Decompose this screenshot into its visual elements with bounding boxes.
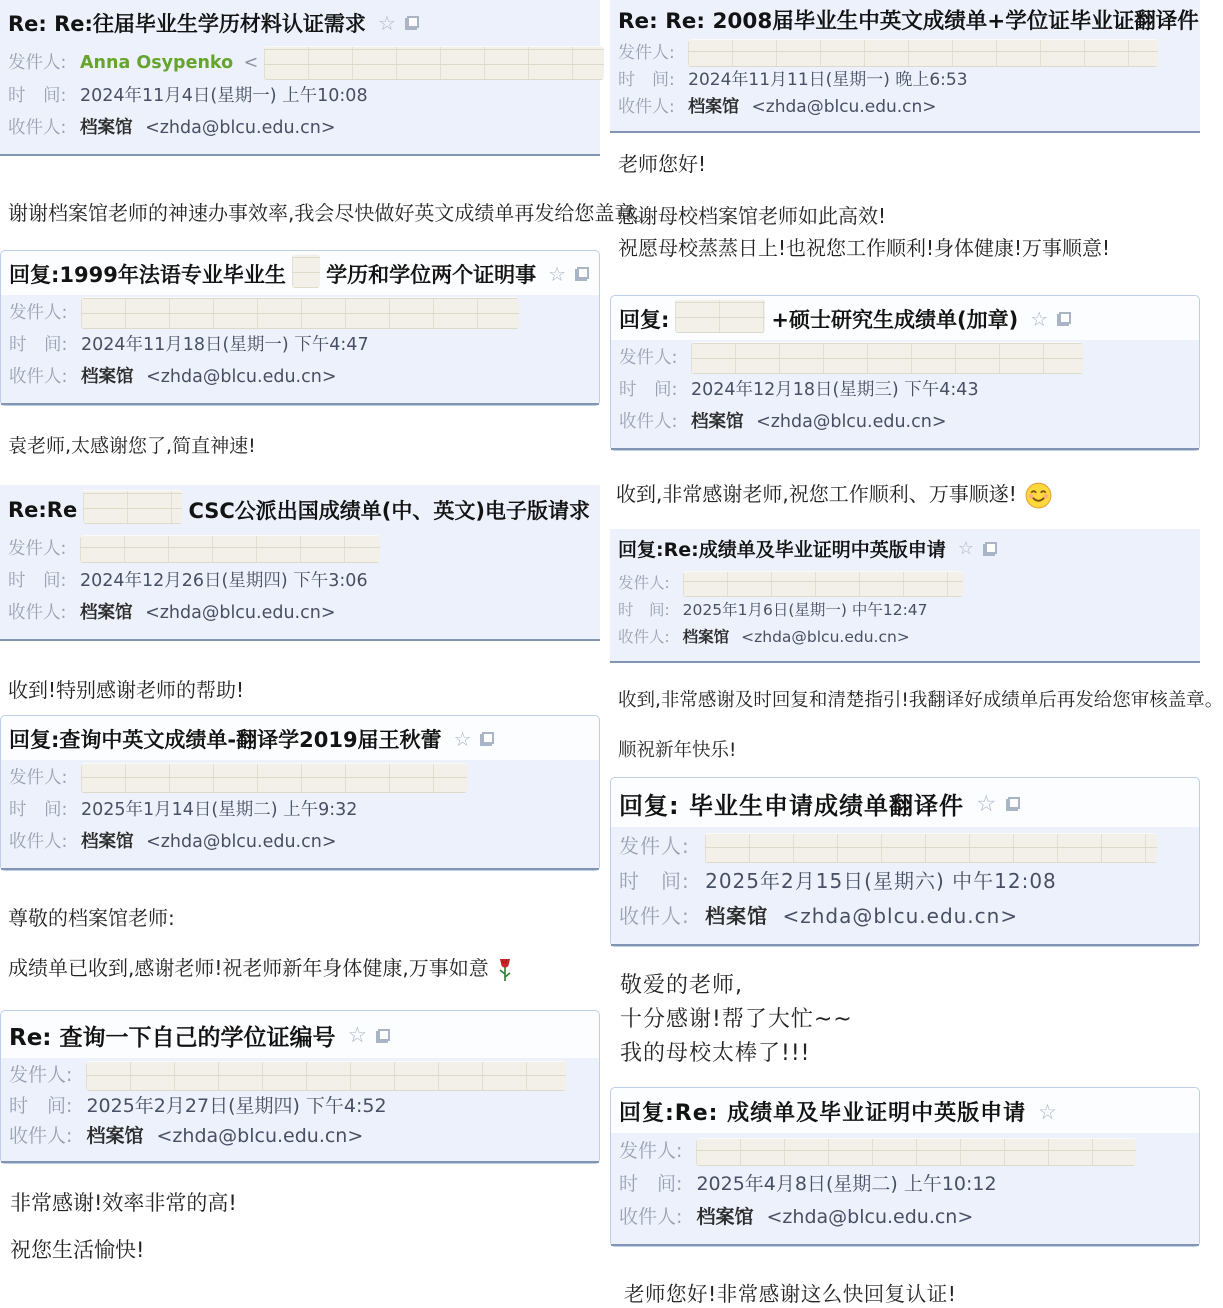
from-row <box>9 1060 589 1091</box>
from-label: 发件人: <box>618 574 670 592</box>
email-meta <box>611 827 1199 944</box>
time-value: 2024年12月26日(星期四) 下午3:06 <box>79 570 368 591</box>
redacted-sender-mosaic <box>264 46 604 80</box>
email-body <box>0 434 600 459</box>
body-line: 祝您生活愉快! <box>10 1237 145 1262</box>
redacted-sender-mosaic <box>86 1061 566 1091</box>
time-value: 2024年11月4日(星期一) 上午10:08 <box>79 86 368 106</box>
email-meta <box>0 531 600 639</box>
from-label: 发件人: <box>9 767 68 788</box>
time-value: 2025年2月27日(星期四) 下午4:52 <box>86 1094 387 1117</box>
from-label: 发件人: <box>619 348 678 368</box>
recipient-email: <zhda@blcu.edu.cn> <box>145 602 336 623</box>
email-header <box>611 1133 1199 1246</box>
to-row <box>618 94 1190 121</box>
recipient-name: 档案馆 <box>705 904 769 929</box>
email-meta <box>611 340 1199 448</box>
redacted-sender-mosaic <box>81 297 519 329</box>
star-icon[interactable]: ☆ <box>1038 1099 1058 1124</box>
email-header <box>1 760 599 870</box>
from-row <box>8 533 590 565</box>
subject-text: CSC公派出国成绩单(中、英文)电子版请求 <box>188 498 590 523</box>
from-row <box>618 39 1190 67</box>
recipient-email: <zhda@blcu.edu.cn> <box>756 412 947 432</box>
from-label: 发件人: <box>618 43 675 63</box>
time-label: 时 间: <box>9 1094 73 1117</box>
body-text: 收到,非常感谢老师,祝您工作顺利、万事顺遂! <box>616 482 1017 506</box>
star-icon[interactable]: ☆ <box>1030 307 1049 331</box>
time-label: 时 间: <box>9 799 68 820</box>
email-body <box>610 151 1200 261</box>
email-body <box>610 969 1200 1071</box>
body-line: 感谢母校档案馆老师如此高效! <box>618 204 887 228</box>
time-row <box>618 597 1190 624</box>
recipient-email: <zhda@blcu.edu.cn> <box>766 1206 974 1229</box>
time-row <box>8 565 590 597</box>
body-line: 谢谢档案馆老师的神速办事效率,我会尽快做好英文成绩单再发给您盖章。 <box>8 201 655 225</box>
subject-text: Re: 查询一下自己的学位证编号 <box>9 1025 336 1052</box>
email-card <box>0 0 655 226</box>
redacted-sender-mosaic <box>683 571 963 597</box>
time-row <box>619 1168 1189 1201</box>
body-line: 顺祝新年快乐! <box>618 740 737 762</box>
email-card <box>610 1087 1200 1247</box>
body-line: 敬爱的老师, <box>620 973 743 999</box>
time-row <box>619 374 1189 406</box>
email-card <box>0 485 600 703</box>
email-header <box>1 1058 599 1163</box>
redacted-subject-mosaic <box>675 299 765 333</box>
email-subject <box>1 251 599 295</box>
email-header <box>610 529 1200 663</box>
recipient-name: 档案馆 <box>80 831 134 852</box>
from-row <box>9 762 589 794</box>
time-label: 时 间: <box>618 70 675 90</box>
subject-text: 学历和学位两个证明事 <box>326 263 537 287</box>
subject-text: 回复:Re: 成绩单及毕业证明中英版申请 <box>619 1101 1027 1127</box>
body-line: 我的母校太棒了!!! <box>620 1041 811 1067</box>
time-row <box>618 67 1190 94</box>
email-card <box>0 715 600 871</box>
star-icon[interactable]: ☆ <box>957 538 974 559</box>
email-meta <box>1 760 599 868</box>
from-label: 发件人: <box>619 834 690 859</box>
email-subject <box>611 778 1199 827</box>
email-body <box>610 1281 1200 1308</box>
star-icon[interactable]: ☆ <box>347 1023 368 1049</box>
time-label: 时 间: <box>619 380 678 400</box>
recipient-name: 档案馆 <box>79 118 133 138</box>
time-label: 时 间: <box>8 86 67 106</box>
body-line: 收到,非常感谢及时回复和清楚指引!我翻译好成绩单后再发给您审核盖章。 <box>618 690 1223 711</box>
subject-text: 回复:1999年法语专业毕业生 <box>9 263 286 287</box>
email-header <box>611 340 1199 450</box>
to-label: 收件人: <box>618 97 675 117</box>
popout-icon[interactable] <box>983 542 997 556</box>
email-meta <box>1 295 599 403</box>
email-meta <box>0 44 600 154</box>
body-line: 收到!特别感谢老师的帮助! <box>8 677 245 702</box>
from-row <box>619 342 1189 374</box>
body-line: 非常感谢!效率非常的高! <box>10 1190 237 1215</box>
email-subject <box>611 1088 1199 1133</box>
recipient-email: <zhda@blcu.edu.cn> <box>146 831 337 852</box>
subject-text: +硕士研究生成绩单(加章) <box>771 308 1019 332</box>
redacted-sender-mosaic <box>81 763 467 793</box>
subject-text: 回复: <box>619 308 670 332</box>
subject-text: 回复:Re:成绩单及毕业证明中英版申请 <box>618 539 946 561</box>
body-line: 祝愿母校蒸蒸日上!也祝您工作顺利!身体健康!万事顺意! <box>618 236 1111 260</box>
star-icon[interactable]: ☆ <box>548 262 566 286</box>
recipient-email: <zhda@blcu.edu.cn> <box>156 1124 364 1147</box>
email-meta <box>610 37 1200 131</box>
recipient-name: 档案馆 <box>79 602 133 623</box>
email-body <box>610 481 1200 509</box>
time-value: 2025年2月15日(星期六) 中午12:08 <box>705 869 1057 894</box>
subject-text: Re: Re:往届毕业生学历材料认证需求 <box>8 12 366 36</box>
email-header <box>611 827 1199 946</box>
body-line: 老师您好! <box>618 152 707 176</box>
popout-icon[interactable] <box>405 16 419 30</box>
email-subject <box>0 0 600 44</box>
time-value: 2024年11月11日(星期一) 晚上6:53 <box>688 70 968 90</box>
from-row <box>8 46 590 80</box>
time-label: 时 间: <box>8 570 67 591</box>
time-label: 时 间: <box>9 335 68 355</box>
from-row <box>618 570 1190 597</box>
email-header <box>0 485 600 641</box>
from-row <box>619 829 1189 864</box>
redacted-sender-mosaic <box>80 535 380 563</box>
to-label: 收件人: <box>9 367 68 387</box>
recipient-email: <zhda@blcu.edu.cn> <box>145 118 336 138</box>
email-card <box>610 529 1223 763</box>
popout-icon[interactable] <box>575 267 589 281</box>
email-header <box>0 0 600 156</box>
body-line: 尊敬的档案馆老师: <box>8 905 175 930</box>
to-row <box>618 624 1190 651</box>
to-row <box>9 361 589 393</box>
rose-emoji <box>497 956 513 982</box>
to-row <box>619 406 1189 438</box>
email-header <box>1 295 599 405</box>
time-label: 时 间: <box>619 869 690 894</box>
email-body <box>0 677 600 703</box>
from-label: 发件人: <box>9 303 68 323</box>
to-label: 收件人: <box>619 1206 683 1229</box>
recipient-name: 档案馆 <box>690 412 744 432</box>
time-value: 2024年11月18日(星期一) 下午4:47 <box>80 335 369 355</box>
email-card <box>0 1010 600 1164</box>
email-body <box>610 689 1223 763</box>
email-header <box>610 0 1200 133</box>
recipient-email: <zhda@blcu.edu.cn> <box>782 904 1019 929</box>
email-meta <box>610 568 1200 661</box>
subject-text: 回复: 毕业生申请成绩单翻译件 <box>619 792 964 821</box>
recipient-email: <zhda@blcu.edu.cn> <box>741 628 910 646</box>
from-label: 发件人: <box>9 1064 73 1087</box>
sender-name: Anna Osypenko <box>79 53 234 73</box>
to-label: 收件人: <box>8 602 67 623</box>
time-value: 2024年12月18日(星期三) 下午4:43 <box>690 380 979 400</box>
to-label: 收件人: <box>618 628 670 646</box>
email-card <box>0 250 600 406</box>
time-row <box>9 329 589 361</box>
email-subject <box>1 1011 599 1058</box>
from-label: 发件人: <box>619 1140 683 1163</box>
redacted-sender-mosaic <box>688 39 1158 67</box>
star-icon[interactable]: ☆ <box>453 726 472 751</box>
bracket-open: < <box>243 53 259 73</box>
subject-text: Re:Re <box>8 497 78 522</box>
to-label: 收件人: <box>8 118 67 138</box>
recipient-name: 档案馆 <box>86 1124 144 1147</box>
recipient-name: 档案馆 <box>696 1206 754 1229</box>
email-body <box>0 905 600 983</box>
blushing-smile-emoji <box>1025 482 1052 509</box>
email-card <box>610 0 1200 261</box>
redacted-sender-mosaic <box>691 342 1083 374</box>
recipient-email: <zhda@blcu.edu.cn> <box>146 367 337 387</box>
body-line <box>616 481 1194 509</box>
body-line: 袁老师,太感谢您了,简直神速! <box>8 435 256 457</box>
body-line: 十分感谢!帮了大忙~~ <box>620 1007 853 1033</box>
redacted-sender-mosaic <box>696 1138 1136 1166</box>
email-subject <box>610 0 1200 37</box>
to-label: 收件人: <box>9 831 68 852</box>
body-text: 成绩单已收到,感谢老师!祝老师新年身体健康,万事如意 <box>8 955 489 980</box>
time-row <box>9 794 589 826</box>
from-label: 发件人: <box>8 538 67 559</box>
email-meta <box>1 1058 599 1161</box>
popout-icon[interactable] <box>1057 312 1071 326</box>
email-body <box>0 200 655 226</box>
subject-text: 回复:查询中英文成绩单-翻译学2019届王秋蕾 <box>9 727 442 752</box>
to-row <box>9 826 589 858</box>
to-label: 收件人: <box>619 412 678 432</box>
time-value: 2025年4月8日(星期二) 上午10:12 <box>696 1173 997 1196</box>
to-label: 收件人: <box>619 904 690 929</box>
recipient-name: 档案馆 <box>80 367 134 387</box>
redacted-subject-mosaic <box>83 490 182 524</box>
from-label: 发件人: <box>8 53 67 73</box>
email-card <box>610 777 1200 947</box>
star-icon[interactable]: ☆ <box>377 11 396 35</box>
recipient-name: 档案馆 <box>682 628 730 646</box>
time-value: 2025年1月6日(星期一) 中午12:47 <box>682 601 928 619</box>
to-row <box>8 597 590 629</box>
recipient-name: 档案馆 <box>688 97 740 117</box>
to-row <box>619 899 1189 934</box>
to-row <box>9 1121 589 1151</box>
body-line <box>8 955 594 983</box>
recipient-email: <zhda@blcu.edu.cn> <box>751 97 937 117</box>
email-card <box>610 295 1200 451</box>
email-subject <box>0 485 600 531</box>
subject-text: Re: Re: 2008届毕业生中英文成绩单+学位证毕业证翻译件 <box>618 9 1199 34</box>
star-icon[interactable]: ☆ <box>975 790 998 817</box>
popout-icon[interactable] <box>480 732 494 746</box>
to-row <box>619 1201 1189 1234</box>
time-value: 2025年1月14日(星期二) 上午9:32 <box>80 799 358 820</box>
redacted-subject-mosaic <box>292 254 320 288</box>
to-row <box>8 112 590 144</box>
from-row <box>619 1135 1189 1168</box>
email-subject <box>1 716 599 760</box>
time-label: 时 间: <box>619 1173 683 1196</box>
redacted-sender-mosaic <box>705 833 1157 863</box>
from-row <box>9 297 589 329</box>
time-row <box>8 80 590 112</box>
popout-icon[interactable] <box>376 1029 390 1043</box>
body-line: 老师您好!非常感谢这么快回复认证! <box>624 1282 957 1307</box>
email-meta <box>611 1133 1199 1244</box>
to-label: 收件人: <box>9 1124 73 1147</box>
time-row <box>9 1091 589 1121</box>
right-column <box>610 0 1223 1307</box>
email-body <box>0 1190 600 1265</box>
email-subject <box>610 529 1200 568</box>
email-subject <box>611 296 1199 340</box>
time-label: 时 间: <box>618 601 670 619</box>
popout-icon[interactable] <box>1006 797 1020 811</box>
time-row <box>619 864 1189 899</box>
